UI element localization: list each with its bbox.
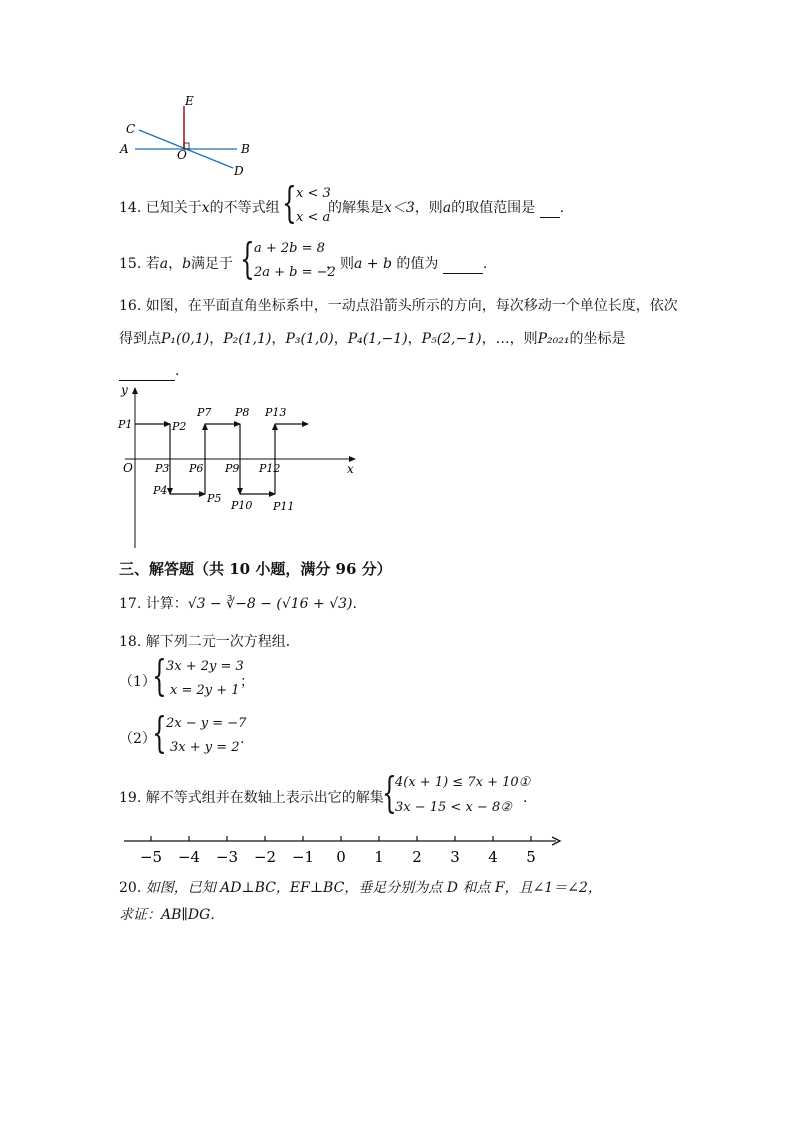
- q18-p2-row1: 2x − y = −7: [166, 716, 247, 731]
- label-b: B: [241, 142, 250, 156]
- label-a: A: [120, 142, 129, 156]
- label-p7: P7: [197, 406, 212, 419]
- number-line-label: 5: [526, 848, 536, 866]
- question-17: 17. 计算：√3 − ∛−8 − (√16 + √3).: [119, 596, 357, 612]
- label-p6: P6: [189, 462, 204, 475]
- q18-part2-end: .: [240, 731, 245, 747]
- number-line-label: 3: [450, 848, 460, 866]
- number-line-label: −4: [177, 848, 201, 866]
- section-3-heading: 三、解答题（共 10 小题，满分 96 分）: [119, 560, 392, 578]
- number-line-label: −1: [291, 848, 315, 866]
- brace-q18-2: {: [152, 708, 167, 757]
- label-p12: P12: [259, 462, 281, 475]
- label-o: O: [177, 148, 187, 162]
- label-p8: P8: [235, 406, 250, 419]
- number-line-label: −3: [215, 848, 239, 866]
- brace-q14: {: [282, 178, 297, 227]
- number-line: [120, 828, 570, 870]
- answer-blank-14[interactable]: [540, 203, 560, 218]
- label-p3: P3: [155, 462, 170, 475]
- number-line-label: 1: [374, 848, 384, 866]
- label-c: C: [126, 122, 136, 136]
- question-20-line2: 求证：AB∥DG．: [119, 907, 225, 923]
- q18-p1-row1: 3x + 2y = 3: [166, 659, 244, 674]
- question-15-tail: ，则a + b 的值为 .: [326, 256, 488, 272]
- number-line-label: −5: [139, 848, 163, 866]
- brace-q18-1: {: [152, 651, 167, 700]
- answer-blank-16[interactable]: [119, 366, 175, 381]
- label-p1: P1: [118, 418, 133, 431]
- q18-part2-label: （2）: [119, 731, 156, 747]
- q14-row2: x < a: [296, 210, 331, 225]
- q18-part1-end: ；: [240, 674, 254, 690]
- figure-angle-lines: [115, 92, 265, 182]
- label-p11: P11: [273, 500, 295, 513]
- q18-p1-row2: x = 2y + 1: [170, 683, 240, 698]
- label-p13: P13: [265, 406, 287, 419]
- question-16-line2: 得到点P₁(0,1)，P₂(1,1)，P₃(1,0)，P₄(1,−1)，P₅(2,−1)，…，则P₂₀₂₁的坐标是: [119, 331, 626, 347]
- q15-row1: a + 2b = 8: [254, 241, 325, 256]
- label-p9: P9: [225, 462, 240, 475]
- question-19: 19. 解不等式组并在数轴上表示出它的解集: [119, 790, 384, 806]
- q14-row1: x < 3: [296, 186, 331, 201]
- number-line-label: −2: [253, 848, 277, 866]
- q15-row2: 2a + b = −2: [254, 265, 336, 280]
- question-15: 15. 若a，b满足于: [119, 256, 234, 272]
- q18-part1-label: （1）: [119, 674, 156, 690]
- brace-q19: {: [382, 768, 397, 817]
- brace-q15: {: [240, 234, 255, 283]
- figure-coordinate-path: [115, 380, 365, 550]
- label-p4: P4: [153, 484, 168, 497]
- question-14-tail: 的解集是x＜3，则a的取值范围是 .: [328, 200, 565, 216]
- x-label: x: [347, 462, 354, 476]
- q19-end: .: [523, 790, 528, 806]
- number-line-label: 4: [488, 848, 498, 866]
- label-p10: P10: [231, 499, 253, 512]
- answer-blank-15[interactable]: [443, 259, 483, 274]
- q19-row2: 3x − 15 < x − 8②: [395, 800, 512, 815]
- number-line-label: 0: [336, 848, 346, 866]
- question-20-line1: 20. 如图，已知 AD⊥BC，EF⊥BC，垂足分别为点 D 和点 F，且∠1＝∠2，: [119, 880, 602, 896]
- y-label: y: [121, 383, 128, 397]
- label-p2: P2: [172, 420, 187, 433]
- question-18: 18. 解下列二元一次方程组．: [119, 634, 300, 650]
- label-e: E: [185, 94, 194, 108]
- q19-row1: 4(x + 1) ≤ 7x + 10①: [395, 775, 531, 790]
- question-16-line1: 16. 如图，在平面直角坐标系中，一动点沿箭头所示的方向，每次移动一个单位长度，依次: [119, 298, 678, 314]
- number-line-label: 2: [412, 848, 422, 866]
- label-d: D: [234, 164, 244, 178]
- q18-p2-row2: 3x + y = 2: [170, 740, 240, 755]
- origin-label: O: [123, 461, 133, 475]
- question-14: 14. 已知关于x的不等式组: [119, 200, 280, 216]
- question-16-line3: .: [119, 361, 179, 381]
- label-p5: P5: [207, 492, 222, 505]
